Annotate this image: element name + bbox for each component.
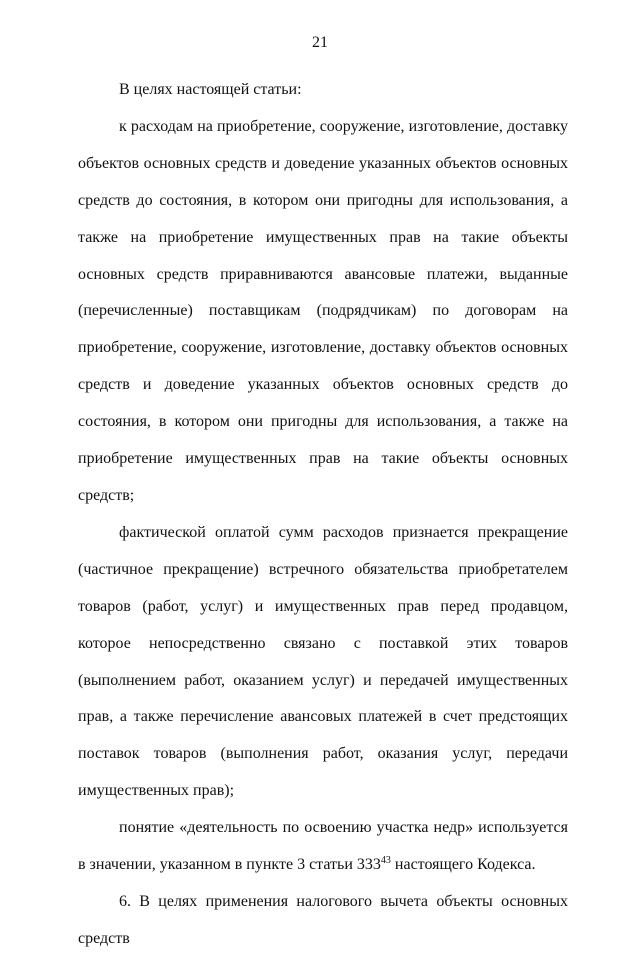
paragraph-text-after-reference: настоящего Кодекса. xyxy=(390,856,536,874)
paragraph-section-6: 6. В целях применения налогового вычета объекты основных средств xyxy=(78,892,568,947)
paragraph-intro: В целях настоящей статьи: xyxy=(119,81,302,98)
article-superscript: 43 xyxy=(380,855,391,867)
paragraph-subsoil-activity-definition xyxy=(78,810,568,884)
paragraph-expenses-definition: к расходам на приобретение, сооружение, изготовление, доставку объектов основных средств и доведение указанных объектов основных средств до состояния, в котором они пригодны для использования, а также на приобретение имущественных прав на такие объекты основных средств приравниваются авансовые платежи, выданные (перечисленные) поставщикам (подрядчикам) по договорам на приобретение, сооружение, изготовление, доставку объектов основных средств и доведение указанных объектов основных средств до состояния, в котором они пригодны для использования, а также на приобретение имущественных прав на такие объекты основных средств; xyxy=(78,117,568,504)
paragraph-text-before-reference: понятие «деятельность по освоению участка недр» используется в значении, указанном в пункте 3 статьи 333 xyxy=(78,819,568,874)
paragraph-actual-payment-definition: фактической оплатой сумм расходов признается прекращение (частичное прекращение) встречного обязательства приобретателем товаров (работ, услуг) и имущественных прав перед продавцом, которое непосредственно связано с поставкой этих товаров (выполнением работ, оказанием услуг) и передачей имущественных прав, а также перечисление авансовых платежей в счет предстоящих поставок товаров (выполнения работ, оказания услуг, передачи имущественных прав); xyxy=(78,523,568,800)
document-body xyxy=(78,72,568,958)
page-number: 21 xyxy=(312,34,328,51)
